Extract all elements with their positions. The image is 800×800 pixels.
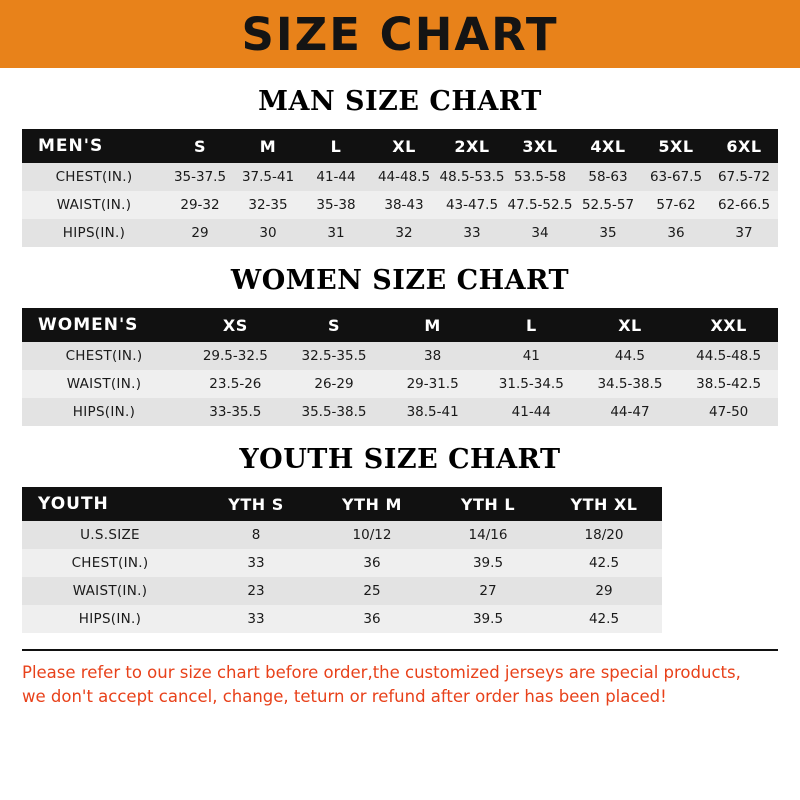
column-header: XXL xyxy=(679,308,778,342)
page-title: SIZE CHART xyxy=(241,7,559,61)
row-label: HIPS(IN.) xyxy=(22,605,198,633)
table-spacer-cell xyxy=(662,487,778,521)
row-label: CHEST(IN.) xyxy=(22,342,186,370)
table-header-row xyxy=(22,487,778,521)
table-row xyxy=(22,577,778,605)
table-cell: 32 xyxy=(370,219,438,247)
table-cell: 42.5 xyxy=(546,549,662,577)
column-header: XS xyxy=(186,308,285,342)
table-body-youth xyxy=(22,521,778,633)
table-cell: 47.5-52.5 xyxy=(506,191,574,219)
table-cell: 29-31.5 xyxy=(383,370,482,398)
row-label: CHEST(IN.) xyxy=(22,163,166,191)
table-cell: 27 xyxy=(430,577,546,605)
table-cell: 41 xyxy=(482,342,581,370)
table-cell: 57-62 xyxy=(642,191,710,219)
table-cell: 52.5-57 xyxy=(574,191,642,219)
table-cell: 44-47 xyxy=(581,398,680,426)
row-label: CHEST(IN.) xyxy=(22,549,198,577)
table-spacer-cell xyxy=(662,521,778,549)
table-body-women xyxy=(22,342,778,426)
table-youth-size-chart xyxy=(22,487,778,633)
table-spacer-cell xyxy=(662,577,778,605)
section-title-man: MAN SIZE CHART xyxy=(258,86,542,117)
column-header: M xyxy=(383,308,482,342)
table-row xyxy=(22,163,778,191)
table-cell: 42.5 xyxy=(546,605,662,633)
table-header-row xyxy=(22,129,778,163)
table-cell: 41-44 xyxy=(302,163,370,191)
column-header: 6XL xyxy=(710,129,778,163)
column-header-row-label: YOUTH xyxy=(22,487,198,521)
table-cell: 32.5-35.5 xyxy=(285,342,384,370)
table-cell: 23 xyxy=(198,577,314,605)
table-row xyxy=(22,342,778,370)
table-cell: 35.5-38.5 xyxy=(285,398,384,426)
column-header: 2XL xyxy=(438,129,506,163)
table-header-man xyxy=(22,129,778,163)
column-header: XL xyxy=(581,308,680,342)
table-cell: 8 xyxy=(198,521,314,549)
table-cell: 23.5-26 xyxy=(186,370,285,398)
table-cell: 36 xyxy=(314,549,430,577)
table-cell: 58-63 xyxy=(574,163,642,191)
row-label: WAIST(IN.) xyxy=(22,191,166,219)
table-cell: 14/16 xyxy=(430,521,546,549)
table-cell: 31.5-34.5 xyxy=(482,370,581,398)
table-row xyxy=(22,191,778,219)
section-youth-size-chart xyxy=(0,444,800,633)
table-cell: 48.5-53.5 xyxy=(438,163,506,191)
column-header: YTH S xyxy=(198,487,314,521)
table-cell: 62-66.5 xyxy=(710,191,778,219)
footer-line-1: Please refer to our size chart before order,the customized jerseys are special products, xyxy=(22,663,741,682)
table-cell: 26-29 xyxy=(285,370,384,398)
column-header: S xyxy=(166,129,234,163)
table-cell: 44-48.5 xyxy=(370,163,438,191)
table-cell: 33 xyxy=(198,605,314,633)
section-title-women: WOMEN SIZE CHART xyxy=(230,265,570,296)
page-banner xyxy=(0,0,800,68)
table-cell: 41-44 xyxy=(482,398,581,426)
column-header: S xyxy=(285,308,384,342)
table-body-man xyxy=(22,163,778,247)
table-cell: 31 xyxy=(302,219,370,247)
table-cell: 25 xyxy=(314,577,430,605)
column-header: 3XL xyxy=(506,129,574,163)
table-cell: 53.5-58 xyxy=(506,163,574,191)
table-cell: 32-35 xyxy=(234,191,302,219)
table-cell: 29.5-32.5 xyxy=(186,342,285,370)
table-cell: 36 xyxy=(314,605,430,633)
footer-disclaimer xyxy=(22,649,778,709)
column-header: YTH L xyxy=(430,487,546,521)
row-label: WAIST(IN.) xyxy=(22,577,198,605)
table-spacer-cell xyxy=(662,605,778,633)
column-header-row-label: WOMEN'S xyxy=(22,308,186,342)
column-header: YTH XL xyxy=(546,487,662,521)
table-cell: 33-35.5 xyxy=(186,398,285,426)
table-row xyxy=(22,605,778,633)
table-cell: 30 xyxy=(234,219,302,247)
table-header-row xyxy=(22,308,778,342)
table-cell: 34.5-38.5 xyxy=(581,370,680,398)
table-cell: 43-47.5 xyxy=(438,191,506,219)
table-cell: 36 xyxy=(642,219,710,247)
table-cell: 38 xyxy=(383,342,482,370)
column-header: 5XL xyxy=(642,129,710,163)
column-header: L xyxy=(302,129,370,163)
row-label: HIPS(IN.) xyxy=(22,398,186,426)
table-row xyxy=(22,549,778,577)
table-cell: 39.5 xyxy=(430,605,546,633)
table-cell: 33 xyxy=(438,219,506,247)
section-man-size-chart xyxy=(0,86,800,247)
table-cell: 44.5 xyxy=(581,342,680,370)
table-row xyxy=(22,398,778,426)
table-header-women xyxy=(22,308,778,342)
table-cell: 29 xyxy=(546,577,662,605)
column-header: M xyxy=(234,129,302,163)
table-row xyxy=(22,219,778,247)
table-cell: 33 xyxy=(198,549,314,577)
table-cell: 35-37.5 xyxy=(166,163,234,191)
table-cell: 37.5-41 xyxy=(234,163,302,191)
row-label: U.S.SIZE xyxy=(22,521,198,549)
table-women-size-chart xyxy=(22,308,778,426)
row-label: HIPS(IN.) xyxy=(22,219,166,247)
row-label: WAIST(IN.) xyxy=(22,370,186,398)
column-header: YTH M xyxy=(314,487,430,521)
column-header: XL xyxy=(370,129,438,163)
table-cell: 35-38 xyxy=(302,191,370,219)
table-spacer-cell xyxy=(662,549,778,577)
footer-line-2: we don't accept cancel, change, teturn or refund after order has been placed! xyxy=(22,686,667,706)
table-cell: 38.5-41 xyxy=(383,398,482,426)
table-cell: 63-67.5 xyxy=(642,163,710,191)
column-header: 4XL xyxy=(574,129,642,163)
table-row xyxy=(22,521,778,549)
table-cell: 10/12 xyxy=(314,521,430,549)
table-header-youth xyxy=(22,487,778,521)
table-cell: 34 xyxy=(506,219,574,247)
table-cell: 29-32 xyxy=(166,191,234,219)
table-cell: 38-43 xyxy=(370,191,438,219)
table-cell: 44.5-48.5 xyxy=(679,342,778,370)
table-cell: 37 xyxy=(710,219,778,247)
table-cell: 38.5-42.5 xyxy=(679,370,778,398)
table-row xyxy=(22,370,778,398)
table-cell: 47-50 xyxy=(679,398,778,426)
column-header: L xyxy=(482,308,581,342)
section-women-size-chart xyxy=(0,265,800,426)
table-man-size-chart xyxy=(22,129,778,247)
table-cell: 35 xyxy=(574,219,642,247)
table-cell: 18/20 xyxy=(546,521,662,549)
section-title-youth: YOUTH SIZE CHART xyxy=(239,444,561,475)
column-header-row-label: MEN'S xyxy=(22,129,166,163)
table-cell: 39.5 xyxy=(430,549,546,577)
table-cell: 67.5-72 xyxy=(710,163,778,191)
table-cell: 29 xyxy=(166,219,234,247)
